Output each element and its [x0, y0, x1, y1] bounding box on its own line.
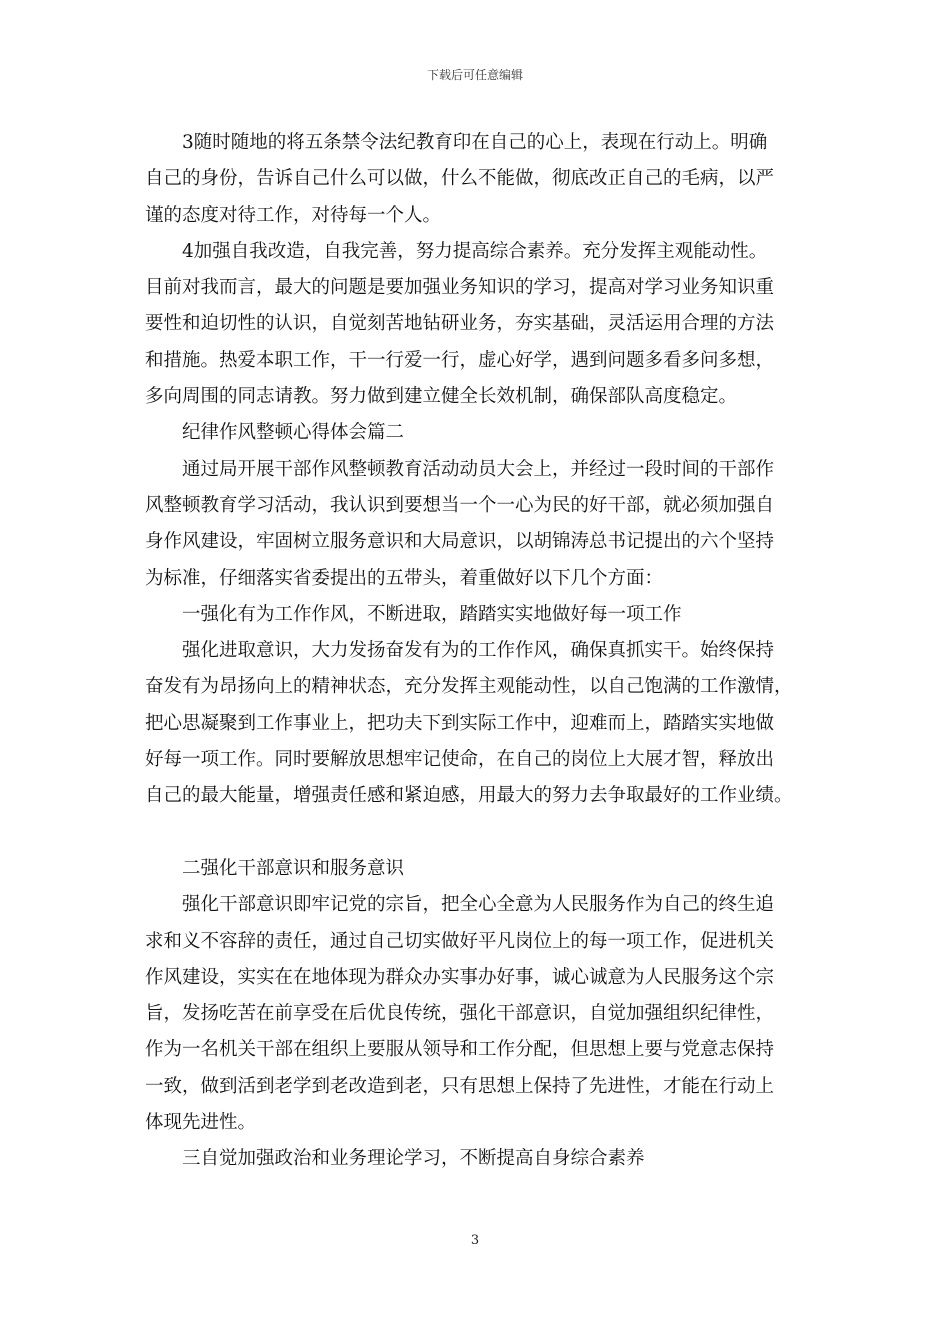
- text-line: 纪律作风整顿心得体会篇二: [182, 422, 405, 444]
- page-number: 3: [470, 1233, 480, 1248]
- text-line: 作为一名机关干部在组织上要服从领导和工作分配，但思想上要与党意志保持: [145, 1039, 775, 1061]
- text-line: 把心思凝聚到工作事业上，把功夫下到实际工作中，迎难而上，踏踏实实地做: [145, 712, 775, 734]
- text-line: 三自觉加强政治和业务理论学习，不断提高自身综合素养: [182, 1148, 645, 1170]
- text-line: 通过局开展干部作风整顿教育活动动员大会上，并经过一段时间的干部作: [182, 458, 775, 480]
- text-line: 为标准，仔细落实省委提出的五带头，着重做好以下几个方面：: [145, 567, 664, 589]
- text-line: 体现先进性。: [145, 1112, 257, 1134]
- text-line: 要性和迫切性的认识，自觉刻苦地钻研业务，夯实基础，灵活运用合理的方法: [145, 313, 775, 335]
- text-line: 自己的最大能量，增强责任感和紧迫感，用最大的努力去争取最好的工作业绩。: [145, 785, 793, 807]
- text-line: 奋发有为昂扬向上的精神状态，充分发挥主观能动性，以自己饱满的工作激情，: [145, 676, 793, 698]
- text-line: 和措施。热爱本职工作，干一行爱一行，虚心好学，遇到问题多看多问多想，: [145, 349, 775, 371]
- text-line: 3随时随地的将五条禁令法纪教育印在自己的心上，表现在行动上。明确: [182, 132, 768, 153]
- document-body: [145, 125, 825, 1178]
- text-line: 二强化干部意识和服务意识: [182, 857, 405, 879]
- text-line: 强化干部意识即牢记党的宗旨，把全心全意为人民服务作为自己的终生追: [182, 894, 775, 916]
- text-line: 强化进取意识，大力发扬奋发有为的工作作风，确保真抓实干。始终保持: [182, 640, 775, 662]
- text-line: 多向周围的同志请教。努力做到建立健全长效机制，确保部队高度稳定。: [145, 386, 738, 408]
- text-line: 谨的态度对待工作，对待每一个人。: [145, 204, 442, 226]
- text-line: 一强化有为工作作风，不断进取，踏踏实实地做好每一项工作: [182, 603, 682, 625]
- text-line: 好每一项工作。同时要解放思想牢记使命，在自己的岗位上大展才智，释放出: [145, 749, 775, 771]
- text-line: 目前对我而言，最大的问题是要加强业务知识的学习，提高对学习业务知识重: [145, 277, 775, 299]
- text-line: 风整顿教育学习活动，我认识到要想当一个一心为民的好干部，就必须加强自: [145, 494, 775, 516]
- text-line: 求和义不容辞的责任，通过自己切实做好平凡岗位上的每一项工作，促进机关: [145, 930, 775, 952]
- text-line: 4加强自我改造，自我完善，努力提高综合素养。充分发挥主观能动性。: [182, 240, 768, 262]
- text-line: 一致，做到活到老学到老改造到老，只有思想上保持了先进性，才能在行动上: [145, 1075, 775, 1097]
- blank-line: [145, 815, 825, 851]
- page-header: 下载后可任意编辑: [426, 68, 523, 82]
- text-line: 旨，发扬吃苦在前享受在后优良传统，强化干部意识，自觉加强组织纪律性，: [145, 1003, 775, 1025]
- text-line: 作风建设，实实在在地体现为群众办实事办好事，诚心诚意为人民服务这个宗: [145, 966, 775, 988]
- text-line: 自己的身份，告诉自己什么可以做，什么不能做，彻底改正自己的毛病，以严: [145, 168, 775, 190]
- text-line: 身作风建设，牢固树立服务意识和大局意识，以胡锦涛总书记提出的六个坚持: [145, 531, 775, 553]
